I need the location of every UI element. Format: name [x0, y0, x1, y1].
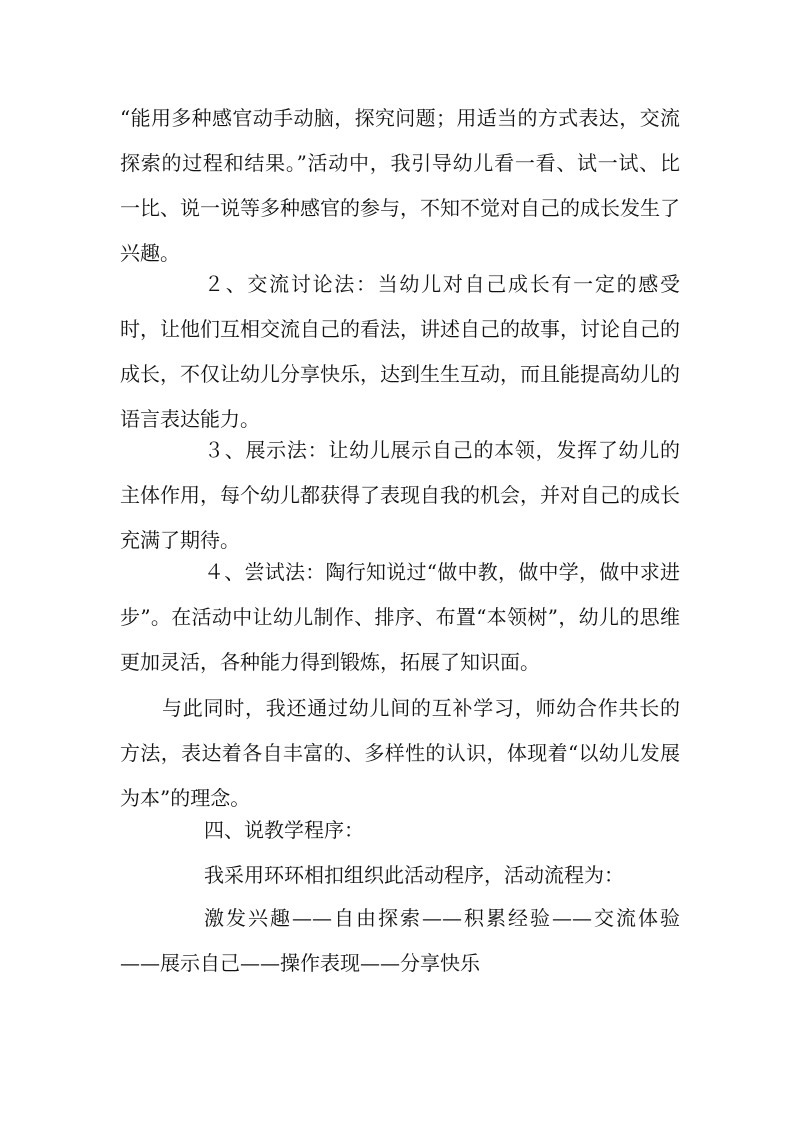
- section-heading-teaching-procedure: 四、说教学程序：: [204, 818, 364, 842]
- paragraph-discussion-method: ２、交流讨论法：当幼儿对自己成长有一定的感受时，让他们互相交流自己的看法，讲述自己的故事，讨论自己的成长，不仅让幼儿分享快乐，达到生生互动，而且能提高幼儿的语言表达能力。: [120, 272, 680, 431]
- paragraph-mutual-learning: 与此同时，我还通过幼儿间的互补学习，师幼合作共长的方法，表达着各自丰富的、多样性的认识，体现着“以幼儿发展为本”的理念。: [120, 696, 680, 810]
- paragraph-trial-method: ４、尝试法：陶行知说过“做中教，做中学，做中求进步”。在活动中让幼儿制作、排序、布置“本领树”，幼儿的思维更加灵活，各种能力得到锻炼，拓展了知识面。: [120, 560, 680, 674]
- paragraph-senses: “能用多种感官动手动脑，探究问题；用适当的方式表达，交流探索的过程和结果。”活动中，我引导幼儿看一看、试一试、比一比、说一说等多种感官的参与，不知不觉对自己的成长发生了兴趣。: [120, 106, 680, 265]
- paragraph-procedure-intro: 我采用环环相扣组织此活动程序，活动流程为：: [204, 863, 624, 887]
- paragraph-display-method: ３、展示法：让幼儿展示自己的本领，发挥了幼儿的主体作用，每个幼儿都获得了表现自我的机会，并对自己的成长充满了期待。: [120, 438, 680, 552]
- paragraph-activity-flow: 激发兴趣——自由探索——积累经验——交流体验——展示自己——操作表现——分享快乐: [120, 906, 680, 975]
